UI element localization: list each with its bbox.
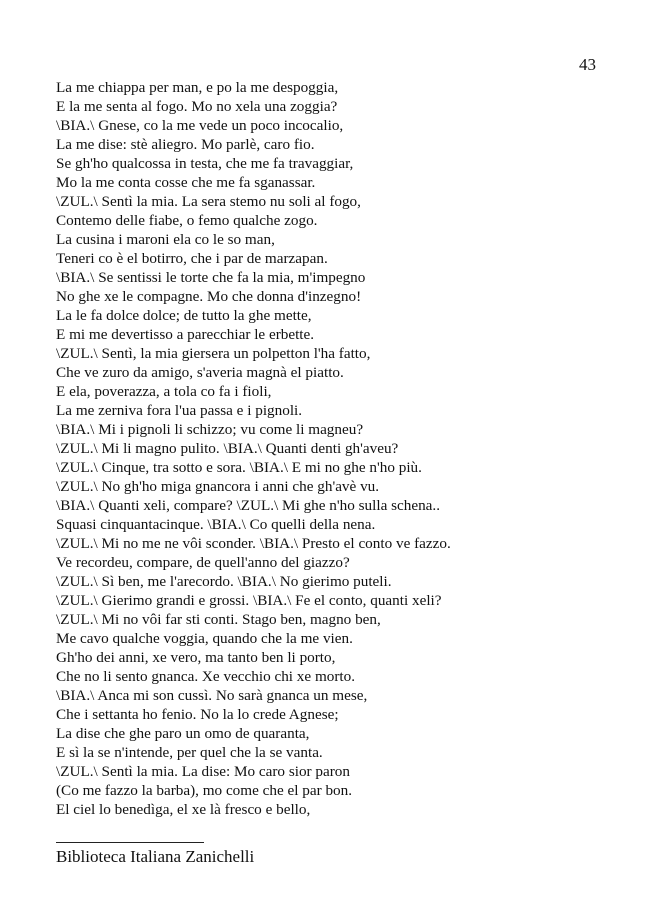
verse-line: Se gh'ho qualcossa in testa, che me fa travaggiar, bbox=[56, 155, 354, 172]
verse-line: Gh'ho dei anni, xe vero, ma tanto ben li porto, bbox=[56, 649, 336, 666]
verse-line: No ghe xe le compagne. Mo che donna d'inzegno! bbox=[56, 288, 362, 305]
verse-line: \ZUL.\ Sentì la mia. La dise: Mo caro sior paron bbox=[56, 763, 350, 780]
verse-line: \BIA.\ Gnese, co la me vede un poco incocalio, bbox=[56, 117, 344, 134]
verse-line: \ZUL.\ Sentì, la mia giersera un polpetton l'ha fatto, bbox=[56, 345, 371, 362]
verse-line: \ZUL.\ Mi no me ne vôi sconder. \BIA.\ Presto el conto ve fazzo. bbox=[56, 535, 451, 552]
verse-line: \ZUL.\ Sì ben, me l'arecordo. \BIA.\ No gierimo puteli. bbox=[56, 573, 392, 590]
verse-line: La me zerniva fora l'ua passa e i pignoli. bbox=[56, 402, 303, 419]
verse-line: Squasi cinquantacinque. \BIA.\ Co quelli della nena. bbox=[56, 516, 376, 533]
verse-line: La cusina i maroni ela co le so man, bbox=[56, 231, 275, 248]
verse-line: \BIA.\ Mi i pignoli li schizzo; vu come li magneu? bbox=[56, 421, 364, 438]
footer-divider bbox=[56, 842, 204, 843]
verse-line: \ZUL.\ No gh'ho miga gnancora i anni che gh'avè vu. bbox=[56, 478, 380, 495]
footer-attribution: Biblioteca Italiana Zanichelli bbox=[56, 847, 255, 866]
verse-line: La le fa dolce dolce; de tutto la ghe mette, bbox=[56, 307, 312, 324]
verse-line: Mo la me conta cosse che me fa sganassar. bbox=[56, 174, 316, 191]
verse-line: Contemo delle fiabe, o femo qualche zogo. bbox=[56, 212, 318, 229]
verse-line: Che ve zuro da amigo, s'averia magnà el piatto. bbox=[56, 364, 344, 381]
page-number: 43 bbox=[579, 55, 596, 74]
verse-line: E sì la se n'intende, per quel che la se vanta. bbox=[56, 744, 323, 761]
verse-line: Teneri co è el botirro, che i par de marzapan. bbox=[56, 250, 328, 267]
verse-line: \ZUL.\ Gierimo grandi e grossi. \BIA.\ Fe el conto, quanti xeli? bbox=[56, 592, 442, 609]
verse-line: Che i settanta ho fenio. No la lo crede Agnese; bbox=[56, 706, 339, 723]
verse-line: (Co me fazzo la barba), mo come che el par bon. bbox=[56, 782, 353, 799]
verse-line: Me cavo qualche voggia, quando che la me vien. bbox=[56, 630, 353, 647]
verse-line: \ZUL.\ Cinque, tra sotto e sora. \BIA.\ E mi no ghe n'ho più. bbox=[56, 459, 422, 476]
verse-line: \BIA.\ Quanti xeli, compare? \ZUL.\ Mi ghe n'ho sulla schena.. bbox=[56, 497, 441, 514]
verse-line: \BIA.\ Anca mi son cussì. No sarà gnanca un mese, bbox=[56, 687, 368, 704]
poem-text bbox=[56, 78, 616, 819]
verse-line: E la me senta al fogo. Mo no xela una zoggia? bbox=[56, 98, 338, 115]
verse-line: La me dise: stè aliegro. Mo parlè, caro fio. bbox=[56, 136, 315, 153]
verse-line: Ve recordeu, compare, de quell'anno del giazzo? bbox=[56, 554, 350, 571]
verse-line: La me chiappa per man, e po la me despoggia, bbox=[56, 79, 339, 96]
verse-line: E ela, poverazza, a tola co fa i fioli, bbox=[56, 383, 272, 400]
verse-line: Che no li sento gnanca. Xe vecchio chi xe morto. bbox=[56, 668, 356, 685]
verse-line: \ZUL.\ Mi no vôi far sti conti. Stago ben, magno ben, bbox=[56, 611, 381, 628]
verse-line: El ciel lo benedìga, el xe là fresco e bello, bbox=[56, 801, 311, 818]
verse-line: \ZUL.\ Mi li magno pulito. \BIA.\ Quanti denti gh'aveu? bbox=[56, 440, 399, 457]
verse-line: \BIA.\ Se sentissi le torte che fa la mia, m'impegno bbox=[56, 269, 366, 286]
verse-line: La dise che ghe paro un omo de quaranta, bbox=[56, 725, 310, 742]
verse-line: \ZUL.\ Sentì la mia. La sera stemo nu soli al fogo, bbox=[56, 193, 361, 210]
verse-line: E mi me devertisso a parecchiar le erbette. bbox=[56, 326, 315, 343]
